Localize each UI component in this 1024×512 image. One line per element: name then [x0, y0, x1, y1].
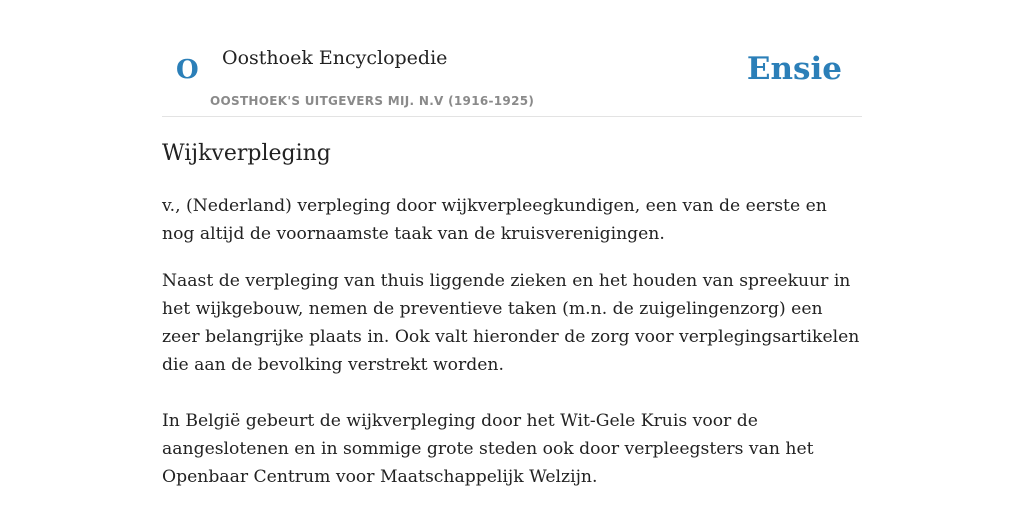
article-paragraph: v., (Nederland) verpleging door wijkverpleegkundigen, een van de eerste en nog altijd de voornaamste taak van de kruisverenigingen. — [162, 196, 827, 244]
article-paragraph: Naast de verpleging van thuis liggende zieken en het houden van spreekuur in het wijkgebouw, nemen de preventieve taken (m.n. de zuigelingenzorg) een zeer belangrijke plaats in. Ook valt hieronder de zorg voor verplegingsartikelen die aan de bevolking verstrekt worden. — [162, 271, 860, 375]
article-title: Wijkverpleging — [162, 141, 331, 166]
article-paragraph: In België gebeurt de wijkverpleging door het Wit-Gele Kruis voor de aangeslotenen en in sommige grote steden ook door verpleegsters van het Openbaar Centrum voor Maatschappelijk Welzijn. — [162, 411, 814, 487]
encyclopedia-title[interactable]: Oosthoek Encyclopedie — [222, 47, 448, 69]
encyclopedia-logo-icon[interactable]: O — [176, 55, 199, 85]
article — [162, 138, 862, 491]
publisher-subtitle: OOSTHOEK'S UITGEVERS MIJ. N.V (1916-1925) — [210, 94, 535, 108]
page-header — [162, 0, 862, 117]
ensie-logo-link[interactable]: Ensie — [746, 51, 842, 87]
